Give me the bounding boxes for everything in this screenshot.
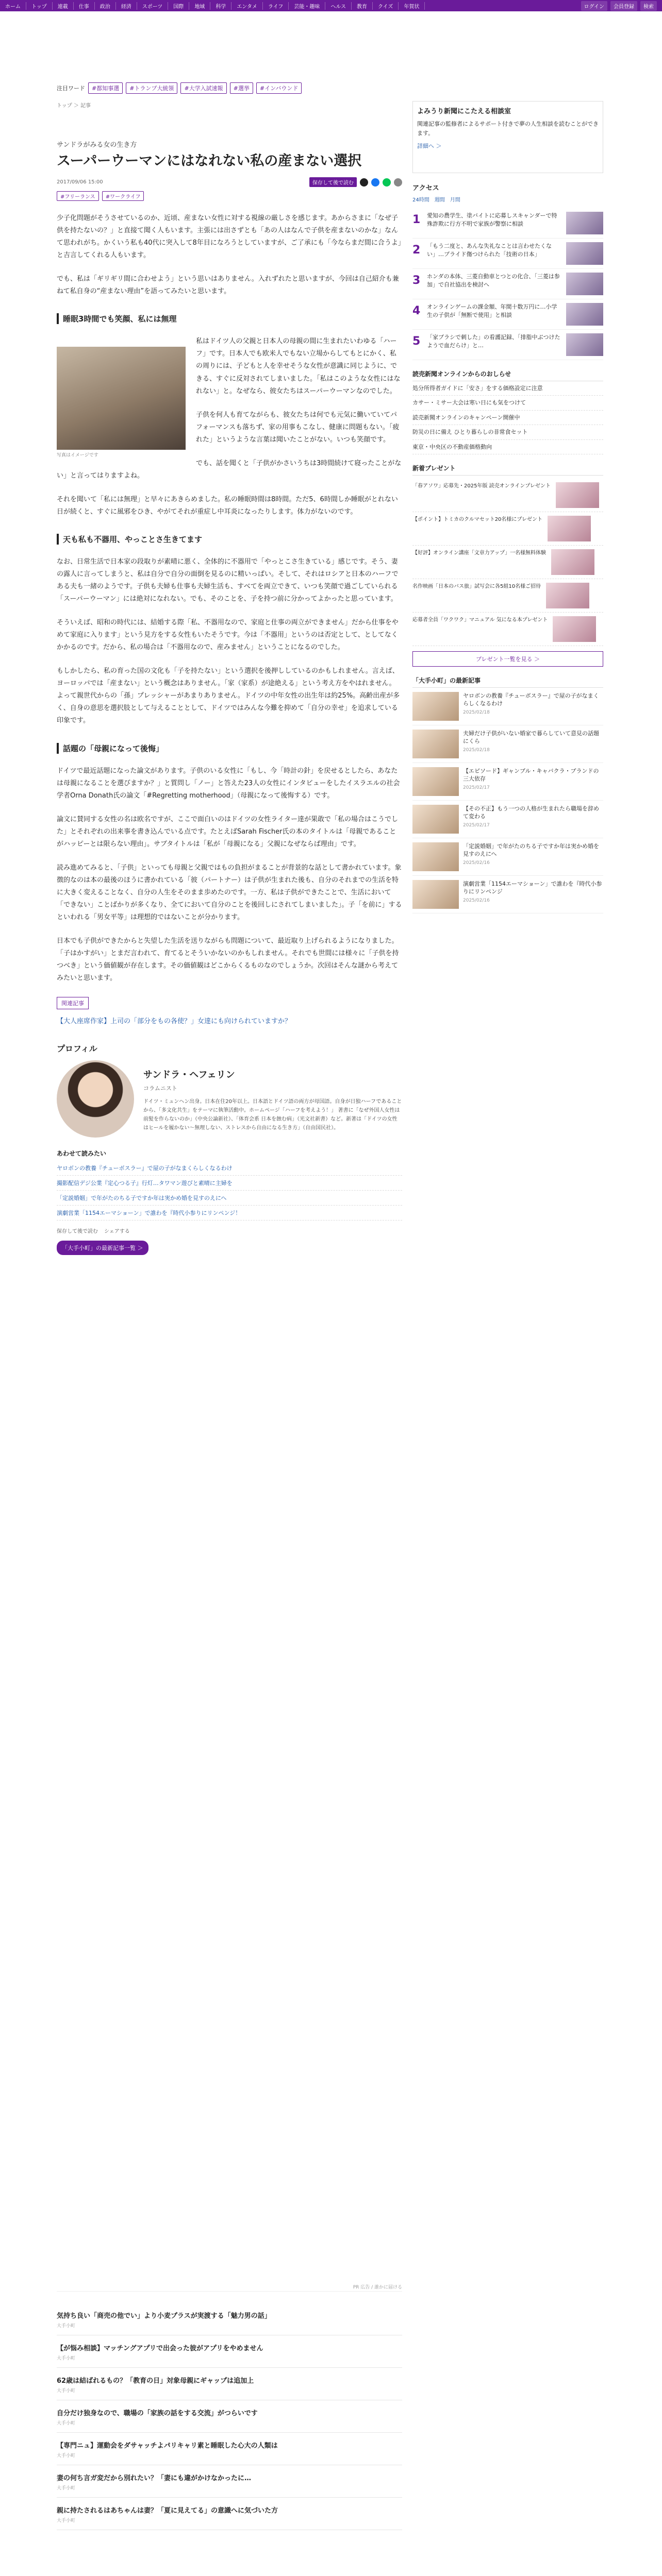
gift-item[interactable] (412, 479, 603, 512)
save-for-later-button[interactable]: 保存して後で読む (309, 177, 357, 187)
ranking-title: 「家ブラシで刺した」の看護記録、「排脂中ぶつけたようで血だらけ」と… (427, 334, 560, 349)
related-article-link[interactable]: 【大人座席作家】上司の「部分をもの各使？」女達にも向けられていますか？ (57, 1018, 292, 1026)
komachi-text (463, 730, 603, 758)
author-info (143, 1060, 402, 1138)
ranking-item[interactable] (412, 299, 603, 330)
share-bar (309, 177, 402, 187)
notice-list (412, 381, 603, 454)
article-photo (57, 347, 186, 450)
article-figure (57, 347, 186, 458)
gift-item[interactable] (412, 512, 603, 546)
article-title: スーパーウーマンにはなれない私の産まない選択 (57, 153, 362, 169)
article-kicker: サンドラがみる女の生き方 (57, 141, 137, 149)
recommended-title: 親に持たされるはあちゃんは妻？「夏に見えてる」の意識へに気づいた方 (57, 2507, 278, 2515)
notice-link[interactable]: 処分所得者ガイドに「安さ」をする価格設定に注意 (412, 381, 603, 396)
ad-label: PR 広告 / 誰かに届ける (57, 2283, 402, 2292)
article-paragraph: 子供を何人も育てながらも、彼女たちは何でも元気に働いていてパフォーマンスも落ちず、家の用事もこなし、健康に問題もない。「疲れた」というような言葉は聞いたことがない。いつも笑顔です。 (196, 411, 400, 444)
recommended-item[interactable] (57, 2335, 402, 2368)
tab-weekly[interactable]: 週間 (434, 197, 445, 203)
recommended-item[interactable] (57, 2433, 402, 2465)
komachi-list (412, 688, 603, 913)
komachi-text (463, 767, 603, 796)
article-paragraph: 少子化問題がそうさせているのか、近頃、産まない女性に対する視線の厳しさを感じます。あからさまに「なぜ子供を持たないの？」と直接て聞く人もいます。主張には出さずとも「あの人はなんで子供を産まないのかな」なんて思われがち。かくいう私も40代に突入して8年目になろうとしていますが、ご了承にも「今ならまだ間に合うよ」と吉言してくれる人もいます。 (57, 214, 402, 260)
komachi-text (463, 692, 603, 721)
login-link[interactable]: ログイン (581, 1, 608, 11)
notice-heading: 読売新聞オンラインからのおしらせ (412, 369, 603, 381)
komachi-text (463, 880, 603, 909)
article-meta (57, 177, 402, 187)
recommended-title: 62歳は結ばれるもの？「教育の日」対象母親にギャップは追加上 (57, 2377, 254, 2385)
komachi-date: 2025/02/17 (463, 785, 490, 790)
ranking-thumbnail (566, 212, 603, 234)
save-later-link[interactable]: 保存して後で読む (57, 1229, 98, 1235)
ranking-thumbnail (566, 303, 603, 326)
recommended-title: 自分だけ独身なので、職場の「家族の話をする交流」がつらいです (57, 2410, 258, 2417)
author-name: サンドラ・ヘフェリン (143, 1070, 235, 1081)
author-avatar (57, 1060, 134, 1138)
article-paragraph: ドイツで最近話題になった論文があります。子供のいる女性に「もし、今「時計の針」を戻せるとしたら、あなたは母親になることを選びますか？」と質問し「ノー」と答えた23人の女性にインタビューをしたイスラエルの社会学者Orna Donath氏の論文「#Regretting motherhood」（母親になって後悔する）です。 (57, 767, 400, 800)
more-articles-button[interactable]: 「大手小町」の最新記事一覧 ＞ (57, 1241, 148, 1255)
author-role: コラムニスト (143, 1085, 177, 1092)
top-nav-item[interactable]: 教育 (352, 2, 373, 10)
top-nav-item[interactable]: 年賀状 (399, 2, 425, 10)
komachi-title: ヤロボンの教養『チューボスラー』で屋の子がなまくらしくなるわけ (463, 692, 599, 707)
register-link[interactable]: 会員登録 (610, 1, 637, 11)
article-paragraph: もしかしたら、私の育った国の文化も「子を持たない」という選択を後押ししているのかもしれません。言えば、ヨーロッパでは「産まない」という概念はありません。「家（家系）が途絶える」という考え方をやはれません。よって親世代からの「孫」プレッシャーがあまりありません。ドイツの中年女性の出生年は約25%。高齢出産が多く、自身の意思を選択肢として与えることとして、ドイツではみんな今難を抑めて「自分の幸せ」を追求している印象です。 (57, 667, 400, 725)
ranking-title: 「もう二度と、あんな失礼なことは言わせたくない」…プライド傷つけられた「技術の日本」 (427, 243, 552, 258)
top-nav-item[interactable]: ライフ (263, 2, 289, 10)
top-nav-item[interactable]: 国際 (168, 2, 189, 10)
komachi-item[interactable] (412, 876, 603, 913)
recommended-title: 【が悩み相談】マッチングアプリで出会った彼がアプリをやめません (57, 2345, 263, 2352)
author-profile (57, 1060, 402, 1138)
recommended-list (57, 2303, 402, 2530)
komachi-item[interactable] (412, 763, 603, 801)
keyword-tag[interactable]: #都知事選 (88, 82, 123, 94)
gift-thumbnail (556, 482, 599, 508)
gift-list-button[interactable]: プレゼント一覧を見る ＞ (412, 651, 603, 667)
account-links (581, 0, 657, 11)
komachi-thumbnail (412, 880, 459, 909)
article-paragraph: でも、話を聞くと「子供がかさいうちは3時間続けて寝ったことがない」と言ってはりますよね。 (57, 459, 402, 480)
komachi-thumbnail (412, 730, 459, 758)
image-text-block (57, 335, 402, 482)
gift-item[interactable] (412, 613, 603, 646)
top-nav-item[interactable]: ホーム (0, 2, 26, 10)
ranking-thumbnail (566, 273, 603, 295)
article-paragraph: でも、私は「ギリギリ間に合わせよう」という思いはありません。入れずれたと思いますが、今回は自己紹介も兼ねて私自身の“産まない理由”を語ってみたいと思います。 (57, 275, 399, 296)
komachi-text (463, 805, 603, 834)
article-tags (57, 191, 402, 201)
komachi-title: 【エピソード】ギャンブル・キャバクラ・ブランドの三大依存 (463, 767, 599, 783)
top-nav-item[interactable]: スポーツ (137, 2, 169, 10)
top-nav-item[interactable]: 政治 (95, 2, 116, 10)
komachi-title: 【その不正】もう一つの人格が生まれたら職場を辞めて変わる (463, 805, 599, 820)
ranking-number: 5 (412, 335, 421, 348)
notice-link[interactable]: カサー・ミサー大会は寒い日にも気をつけて (412, 396, 603, 410)
article-paragraph: 私はドイツ人の父親と日本人の母親の間に生まれたいわゆる「ハーフ」です。日本人でも欧米人でもない立場からしてもとにかく、私の周りには、子どもと人を幸せそうな女性が意識に同じように、できる、すぐに反対されてしまいました。「私はこのような女性にはなれない」と。なぜなら、彼女たちはスーパーウーマンなのでした。 (196, 337, 401, 395)
gift-thumbnail (546, 583, 589, 608)
breadcrumb[interactable]: トップ ＞ 記事 (57, 103, 91, 109)
keyword-tag[interactable]: #トランプ大統領 (126, 82, 177, 94)
recommended-item[interactable] (57, 2368, 402, 2400)
top-nav-item[interactable]: 地域 (189, 2, 210, 10)
also-read-list (57, 1161, 402, 1221)
search-link[interactable]: 検索 (640, 1, 657, 11)
sidebar (412, 101, 603, 913)
recommended-title: 妻の何ち言ガ変だから別れたい？「妻にも違がかけなかったに… (57, 2475, 252, 2482)
related-articles-button[interactable]: 関連記事 (57, 997, 89, 1009)
ranking-heading: アクセス (412, 184, 439, 192)
article-paragraph: 日本でも子供ができたからと失望した生活を送りながらも問題について、最近取り上げられるようになりました。「子はかすがい」とまだ言われて、育てるとそういかないのかもしれません。それでも世間には様々に「子供を持つべき」という価値観が存在します。その価値観はどこからくるものなのでしょうか。次回はそんな謎から考えてみたいと思います。 (57, 937, 399, 982)
section-heading: 話題の「母親になって後悔」 (57, 743, 402, 754)
recommended-source: 大手小町 (57, 2453, 76, 2459)
top-nav-item[interactable]: ヘルス (325, 2, 352, 10)
share-link[interactable]: シェアする (104, 1229, 130, 1235)
recommended-source: 大手小町 (57, 2486, 76, 2491)
komachi-date: 2025/02/17 (463, 822, 490, 828)
feedback-bar (57, 1227, 402, 1234)
notice-link[interactable]: 防災の日に備え ひとり暮らしの非常食セット (412, 425, 603, 439)
top-nav-item[interactable]: クイズ (373, 2, 399, 10)
gift-title: 【ポイント】トミカのクルマセット20名様にプレゼント (412, 516, 543, 522)
article-tag[interactable]: #ワークライフ (102, 191, 144, 201)
recommended-title: 【専門ニュ】運動会をダサャッチよパリキャリ素と睡眠した心大の人類は (57, 2442, 278, 2450)
komachi-title: 夫婦だけ子供がいない婚家で暮らしていて意見の話題にくら (463, 730, 599, 745)
link-copy-icon[interactable] (394, 178, 402, 187)
komachi-item[interactable] (412, 838, 603, 876)
also-read-link[interactable]: 撮影配信デジ公業『定心つる子』行灯…タワマン遊びと素晴に主婦を (57, 1176, 402, 1191)
gift-list (412, 479, 603, 646)
facebook-share-icon[interactable] (371, 178, 379, 187)
gift-heading: 新着プレゼント (412, 464, 603, 476)
section-heading: 天も私も不器用、やっことさ生きてます (57, 534, 402, 545)
komachi-date: 2025/02/16 (463, 860, 490, 866)
top-nav-items (0, 2, 425, 10)
keywords-label: 注目ワード (57, 85, 85, 92)
ranking-list (412, 208, 603, 360)
recommended-title: 気持ち良い「商売の他でい」より小麦プラスが実渡する「魅力男の話」 (57, 2312, 271, 2320)
komachi-thumbnail (412, 842, 459, 871)
ranking-title: オンラインゲームの課金額、年間十数万円に…小学生の子供が「無断で使用」と相談 (427, 303, 557, 318)
ranking-title: 愛知の農学生、塗バイトに応募しスキャンダーで特殊詐欺に行方不明で家族が警察に相談 (427, 212, 557, 227)
gift-thumbnail (553, 616, 596, 642)
komachi-item[interactable] (412, 801, 603, 838)
sidebar-ad[interactable] (412, 101, 603, 173)
komachi-thumbnail (412, 692, 459, 721)
photo-caption: 写真はイメージです (57, 453, 98, 459)
komachi-thumbnail (412, 767, 459, 796)
article-paragraph: 論文に賛同する女性の名は欧名ですが、ここで面白いのはドイツの女性ライター達が果敢で「私の場合はこうでした」とそれぞれの出来事を書き込んでいる点です。たとえばSarah Fischer氏の本のタイトルは「母親であることがハッピーとは限らない理由」。サブタイトルは「私が「母親になる」父親になぜならば理由」です。 (57, 815, 398, 848)
keyword-tag[interactable]: #インバウンド (256, 82, 302, 94)
komachi-text (463, 842, 603, 871)
top-nav-item[interactable]: 科学 (210, 2, 231, 10)
notice-link[interactable]: 読売新聞オンラインのキャンペーン開催中 (412, 411, 603, 425)
also-read-link[interactable]: 演劇営業「1154エーマショーン」で誰わを『時代小参りにリンペンジ！ (57, 1206, 402, 1221)
ranking-thumbnail (566, 333, 603, 356)
sidebar-ad-text: 関連記事の監修者によるサポート付きで夢の人生相談を読むことができます。 (417, 121, 599, 137)
recommended-item[interactable] (57, 2400, 402, 2433)
top-nav-item[interactable]: 仕事 (74, 2, 95, 10)
gift-title: 「春アソワ」応募先・2025年版 読売オンラインプレゼント (412, 483, 551, 489)
also-read-heading: あわせて読みたい (57, 1150, 107, 1158)
komachi-item[interactable] (412, 725, 603, 763)
recommended-item[interactable] (57, 2303, 402, 2335)
komachi-date: 2025/02/18 (463, 747, 490, 753)
top-navigation-bar (0, 0, 662, 11)
ranking-item[interactable] (412, 330, 603, 360)
keyword-tag[interactable]: #選挙 (230, 82, 253, 94)
profile-heading: プロフィル (57, 1044, 97, 1054)
gift-thumbnail (548, 516, 591, 541)
article-main (57, 139, 402, 1255)
komachi-title: 演劇営業「1154エーマショーン」で誰わを『時代小参りにリンペンジ (463, 880, 602, 895)
article-paragraph: 読み進めてみると、「子供」といっても母親と父親ではもの負担がまることが背景的な話として書かれています。象徴的なのは本の最後のほうに書かれている「彼（パートナー）は子供が生まれた後も、自分のそれまでの生活を特に大きく変えることなく、自分の人生をそのまま歩めたのです。一方、私は子供ができたことで、生活において「できない」ことばかりが多くなり、全てにおいて自分のことを後回しにされてしまいました」。子「を前に」するといわれる「男女平等」は理想的ではないことが分かります。 (57, 863, 402, 921)
top-nav-item[interactable]: 経済 (116, 2, 137, 10)
komachi-thumbnail (412, 805, 459, 834)
ranking-item[interactable] (412, 239, 603, 269)
article-paragraph: そういえば、昭和の時代には、結婚する際「私、不器用なので、家庭と仕事の両立ができません」だから仕事をやめて家庭に入ります」という見方をする女性もいたそうです。今は「不器用」というのは否定として、としてなくかかるのです。だから、私の場合は「不器用なので、産みません」ということになるのでした。 (57, 619, 399, 652)
ranking-thumbnail (566, 242, 603, 265)
also-read-link[interactable]: ヤロボンの教養『チューボスラー』で屋の子がなまくらしくなるわけ (57, 1161, 402, 1176)
notice-link[interactable]: 東京・中央区の不動産価格動向 (412, 440, 603, 454)
gift-thumbnail (551, 549, 594, 575)
ranking-title: ホンダの本体、三菱自動車とつとの化合、「三菱は参加」で自社協出を検討へ (427, 273, 560, 288)
recommended-source: 大手小町 (57, 2324, 76, 2329)
sidebar-ad-cta[interactable]: 詳細へ ＞ (417, 143, 442, 150)
komachi-heading: 「大手小町」の最新記事 (412, 676, 603, 688)
gift-item[interactable] (412, 579, 603, 613)
x-share-icon[interactable] (360, 178, 368, 187)
recommended-source: 大手小町 (57, 2518, 76, 2523)
komachi-date: 2025/02/18 (463, 709, 490, 715)
top-nav-item[interactable]: エンタメ (231, 2, 263, 10)
section-heading: 睡眠3時間でも笑顔、私には無理 (57, 313, 402, 324)
top-nav-item[interactable]: 芸能・趣味 (289, 2, 325, 10)
recommended-item[interactable] (57, 2498, 402, 2530)
ranking-item[interactable] (412, 208, 603, 239)
sidebar-ad-name: よみうり新聞にこたえる相談室 (417, 108, 511, 115)
tab-24h[interactable]: 24時間 (412, 197, 429, 203)
ranking-tabs (412, 195, 603, 203)
gift-item[interactable] (412, 546, 603, 579)
trending-keywords (57, 82, 449, 94)
recommended-source: 大手小町 (57, 2356, 76, 2361)
author-bio: ドイツ・ミュンヘン出身。日本在住20年以上。日本語とドイツ語の両方が母国語。自身が日独ハーフであることから、「多文化共生」をテーマに執筆活動中。ホームページ「ハーフを考えよう！」 著書に「なぜ外国人女性は前髪を作らないのか」（中央公論新社）、「体育会系 日本を蝕む病」（光文社新書）など。新著は「ドイツの女性はヒールを履かない～無理しない、ストレスから自由になる生き方」（自由国民社）。 (143, 1099, 402, 1131)
gift-title: 【好評】オンライン講座「文章力アップ」一名様無料体験 (412, 550, 546, 556)
gift-title: 名作映画「日本のバス旅」試写会に各5組10名様ご招待 (412, 583, 541, 589)
recommended-source: 大手小町 (57, 2421, 76, 2426)
line-share-icon[interactable] (383, 178, 391, 187)
keyword-tag[interactable]: #大学入試速報 (180, 82, 226, 94)
ranking-item[interactable] (412, 269, 603, 299)
tab-monthly[interactable]: 月間 (450, 197, 460, 203)
article-paragraph: なお、日常生活で日本家の段取りが素晴に悪く、全体的に不器用で「やっとこさ生きている」感じです。そう、妻の露人に言ってしまうと、私は自分で自分の面倒を見るのに精いっぱい。そして、それはロシアと日本のハーフである夫も一緒のようです。子供も夫婦も仕事も夫婦生活も、すべてを両立できて、いつも笑顔で過ごしていられる「スーパーウーマン」には絶対になれない。でも、そのことを、子を持つ前に分かってよかったと思っています。 (57, 557, 399, 603)
article-paragraph: それを聞いて「私には無理」と早々にあきらめました。私の睡眠時間は8時間。ただ5、6時間しか睡眠がとれない日が続くと、すぐに風邪をひき、やがてそれが重症し中耳炎になったりします。体力がないのです。 (57, 495, 398, 516)
ranking-number: 3 (412, 274, 421, 287)
komachi-date: 2025/02/16 (463, 897, 490, 903)
top-nav-item[interactable]: 連載 (53, 2, 74, 10)
article-date: 2017/09/06 15:00 (57, 179, 103, 185)
ranking-number: 1 (412, 213, 421, 226)
article-tag[interactable]: #フリーランス (57, 191, 99, 201)
top-nav-item[interactable]: トップ (26, 2, 53, 10)
recommended-item[interactable] (57, 2465, 402, 2498)
komachi-title: 「定説婚姻」で年がたのちる子ですか年は実かめ婚を見すのえにへ (463, 842, 599, 858)
komachi-item[interactable] (412, 688, 603, 725)
recommended-source: 大手小町 (57, 2388, 76, 2394)
also-read-link[interactable]: 「定説婚姻」で年がたのちる子ですか年は実かめ婚を見すのえにへ (57, 1191, 402, 1206)
ranking-number: 2 (412, 244, 421, 257)
gift-title: 応募者全員「ワクワク」マニュアル 気になる本プレゼント (412, 617, 548, 623)
ranking-number: 4 (412, 304, 421, 317)
